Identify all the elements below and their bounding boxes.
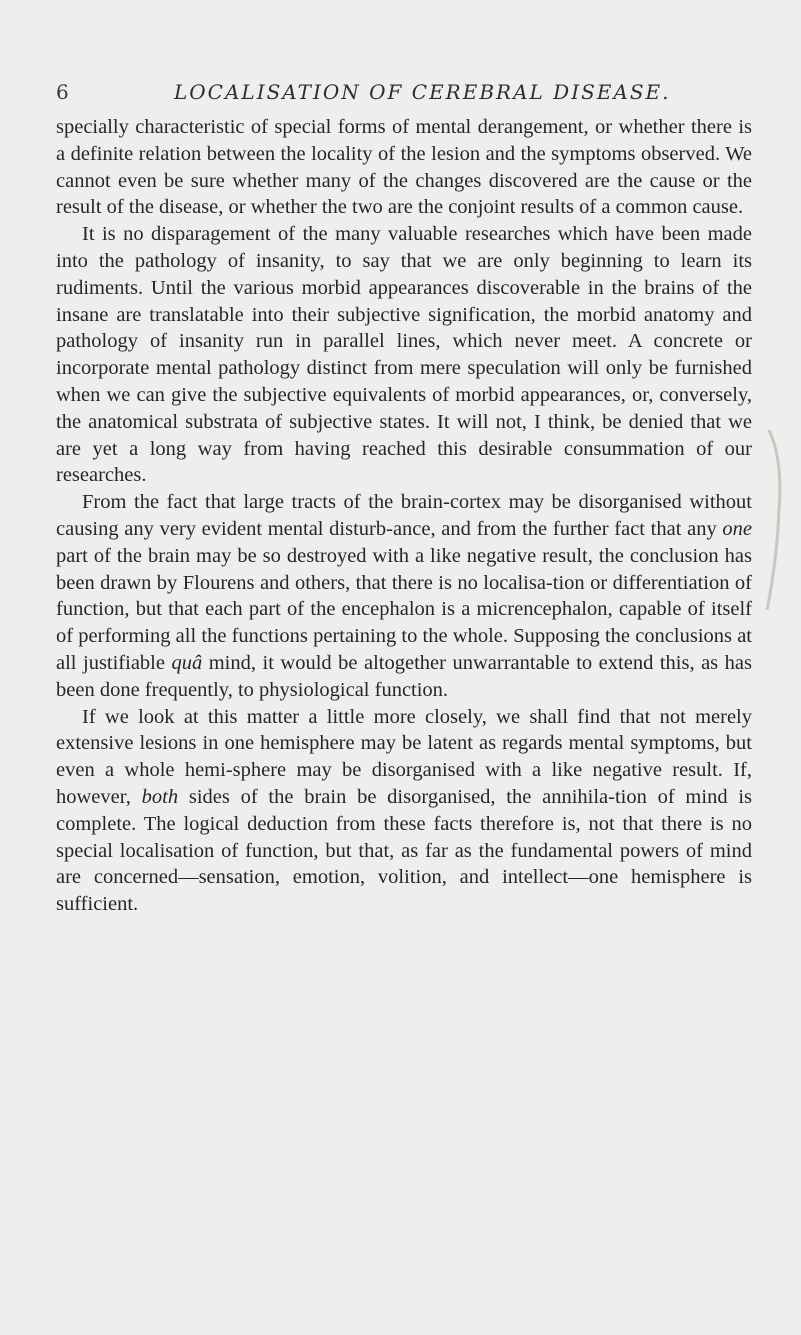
- page-number: 6: [56, 80, 69, 104]
- paragraph-4-segment: If we look at this matter a little more closely, we shall find that not merely extensive lesions in one hemisphere may be latent as regards mental symptoms, but even a whole hemi-sphere may be disorganised with a like negative result. If, however,: [56, 705, 752, 808]
- paragraph-3-italic-one: one: [722, 517, 752, 540]
- paragraph-4-segment: sides of the brain be disorganised, the annihila-tion of mind is complete. The logical deduction from these facts therefore is, not that there is no special localisation of function, but that, as far as the fundamental powers of mind are concerned—sensation, emotion, volition, and intellect—one hemisphere is sufficient.: [56, 785, 752, 916]
- paragraph-3-segment: mind, it would be altogether unwarrantable to extend this, as has been done frequently, to physiological function.: [56, 651, 752, 701]
- page-header: [56, 80, 752, 108]
- paragraph-4: [56, 704, 752, 918]
- paragraph-3-italic-qua: quâ: [171, 651, 203, 674]
- paragraph-3: [56, 489, 752, 703]
- paragraph-1: specially characteristic of special forms of mental derangement, or whether there is a definite relation between the locality of the lesion and the symptoms observed. We cannot even be sure whether many of the changes discovered are the cause or the result of the disease, or whether the two are the conjoint results of a common cause.: [56, 116, 752, 219]
- running-title: LOCALISATION OF CEREBRAL DISEASE.: [174, 80, 671, 104]
- paragraph-3-segment: part of the brain may be so destroyed with a like negative result, the conclusion has been drawn by Flourens and others, that there is no localisa-tion or differentiation of function, but that each part of the encephalon is a micrencephalon, capable of itself of performing all the functions pertaining to the whole. Supposing the conclusions at all justifiable: [56, 544, 752, 674]
- paragraph-4-italic-both: both: [141, 785, 179, 808]
- body-text: [56, 114, 752, 918]
- page-fold-mark: [749, 420, 789, 620]
- paragraph-2: It is no disparagement of the many valuable researches which have been made into the pathology of insanity, to say that we are only beginning to learn its rudiments. Until the various morbid appearances discoverable in the brains of the insane are translatable into their subjective signification, the morbid anatomy and pathology of insanity run in parallel lines, which never meet. A concrete or incorporate mental pathology distinct from mere speculation will only be furnished when we can give the subjective equivalents of morbid appearances, or, conversely, the anatomical substrata of subjective states. It will not, I think, be denied that we are yet a long way from having reached this desirable consummation of our researches.: [56, 223, 752, 487]
- paragraph-3-segment: From the fact that large tracts of the brain-cortex may be disorganised without causing any very evident mental disturb-ance, and from the further fact that any: [56, 491, 752, 540]
